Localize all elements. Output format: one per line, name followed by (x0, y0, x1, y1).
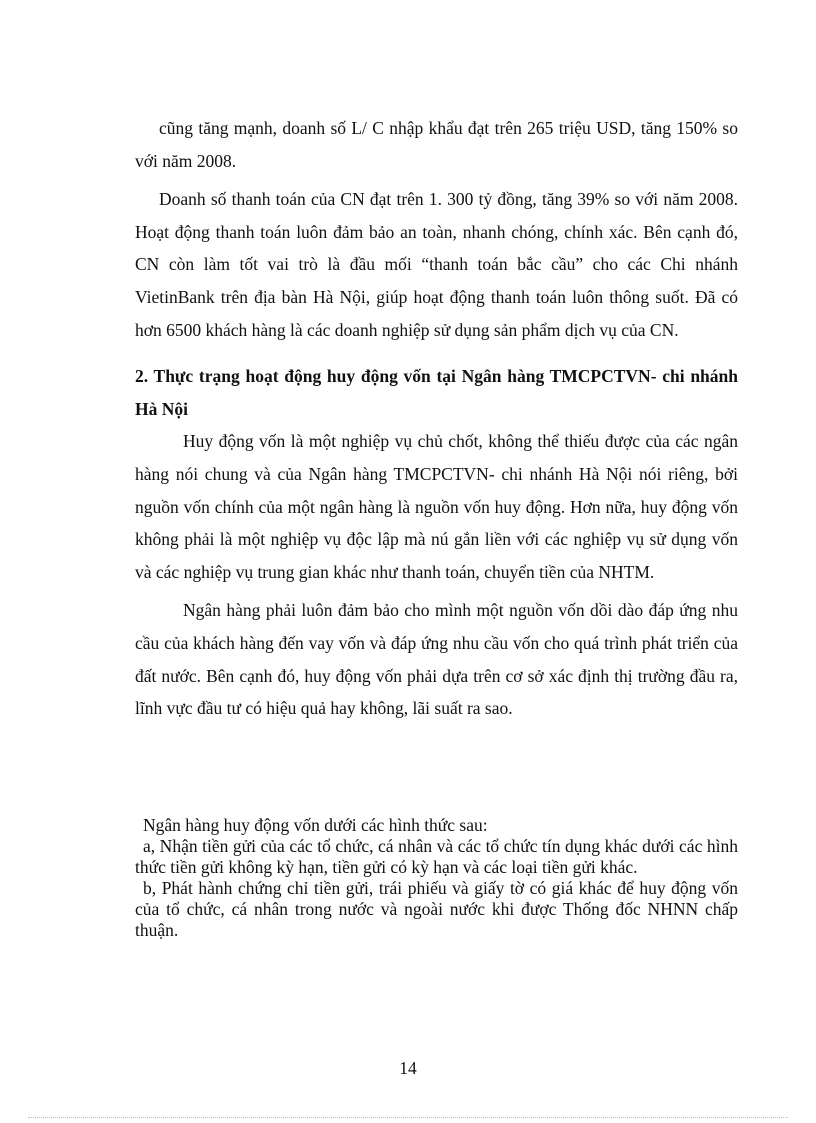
page-number: 14 (399, 1058, 417, 1078)
paragraph-capital-mobilization: Huy động vốn là một nghiệp vụ chủ chốt, không thể thiếu được của các ngân hàng nói chung và của Ngân hàng TMCPCTVN- chi nhánh Hà Nội nói riêng, bởi nguồn vốn chính của một ngân hàng là nguồn vốn huy động. Hơn nữa, huy động vốn không phải là một nghiệp vụ độc lập mà nú gắn liền với các nghiệp vụ sử dụng vốn và các nghiệp vụ trung gian khác như thanh toán, chuyển tiền của NHTM. (135, 431, 738, 582)
footer-divider (28, 1117, 788, 1118)
list-intro: Ngân hàng huy động vốn dưới các hình thức sau: (143, 815, 488, 835)
document-body (135, 112, 738, 725)
paragraph-payment-turnover: Doanh số thanh toán của CN đạt trên 1. 300 tỷ đồng, tăng 39% so với năm 2008. Hoạt động thanh toán luôn đảm bảo an toàn, nhanh chóng, chính xác. Bên cạnh đó, CN còn làm tốt vai trò là đầu mối “thanh toán bắc cầu” cho các Chi nhánh VietinBank trên địa bàn Hà Nội, giúp hoạt động thanh toán luôn thông suốt. Đã có hơn 6500 khách hàng là các doanh nghiệp sử dụng sản phẩm dịch vụ của CN. (135, 189, 738, 340)
mobilization-forms-list (135, 815, 738, 941)
section-heading: 2. Thực trạng hoạt động huy động vốn tại Ngân hàng TMCPCTVN- chi nhánh Hà Nội (135, 366, 738, 419)
list-item-b: b, Phát hành chứng chỉ tiền gửi, trái phiếu và giấy tờ có giá khác để huy động vốn của tổ chức, cá nhân trong nước và ngoài nước khi được Thống đốc NHNN chấp thuận. (135, 878, 738, 940)
paragraph-capital-needs: Ngân hàng phải luôn đảm bảo cho mình một nguồn vốn dồi dào đáp ứng nhu cầu của khách hàng đến vay vốn và đáp ứng nhu cầu vốn cho quá trình phát triển của đất nước. Bên cạnh đó, huy động vốn phải dựa trên cơ sở xác định thị trường đầu ra, lĩnh vực đầu tư có hiệu quả hay không, lãi suất ra sao. (135, 600, 738, 719)
list-item-a: a, Nhận tiền gửi của các tổ chức, cá nhân và các tổ chức tín dụng khác dưới các hình thức tiền gửi không kỳ hạn, tiền gửi có kỳ hạn và các loại tiền gửi khác. (135, 836, 738, 877)
paragraph-import-lc: cũng tăng mạnh, doanh số L/ C nhập khẩu đạt trên 265 triệu USD, tăng 150% so với năm 2008. (135, 118, 738, 171)
